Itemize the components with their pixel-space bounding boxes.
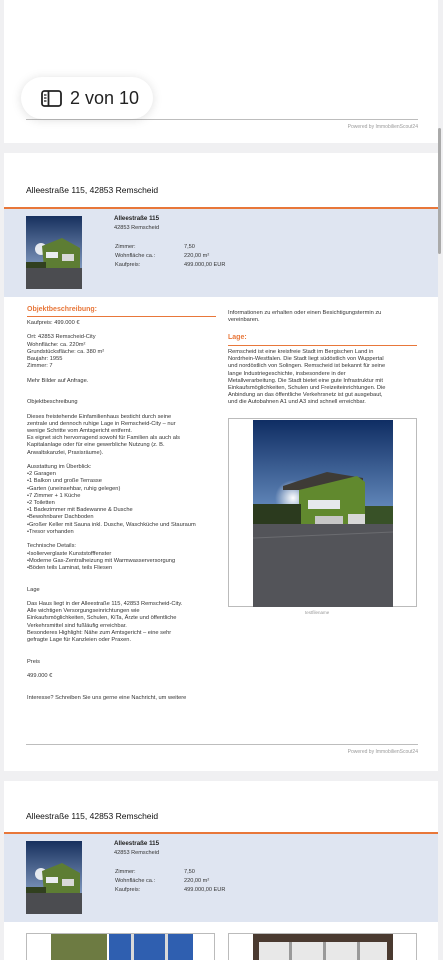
expose-page [4, 153, 438, 771]
fact-value: 499.000,00 EUR [184, 887, 226, 893]
powered-by-label: Powered by ImmobilienScout24 [347, 124, 418, 130]
expose-page-previous [4, 0, 438, 143]
house-photo [253, 420, 393, 607]
gallery-photo-left[interactable] [26, 933, 215, 960]
listing-address-heading: Alleestraße 115, 42853 Remscheid [26, 185, 159, 195]
gallery-photo-right[interactable] [228, 933, 417, 960]
listing-city: 42853 Remscheid [114, 850, 160, 856]
listing-city: 42853 Remscheid [114, 225, 160, 231]
expose-page-next [4, 781, 438, 960]
footer-rule [26, 119, 418, 120]
listing-street: Alleestraße 115 [114, 840, 160, 847]
fact-value: 7,50 [184, 869, 195, 875]
photo-caption: testfilename [305, 610, 330, 615]
lage-description-text: Remscheid ist eine kreisfreie Stadt im Bergischen Land in Nordrhein-Westfalen. Die Stadt liegt südöstlich von Wuppertal und nordöstlich von Solingen. Remscheid ist bekannt für seine lange Industriegeschichte, insbesondere in der Metallverarbeitung. Die Stadt bietet eine gute Infrastruktur mit Einkaufsmöglichkeiten, Schulen und Freizeiteinrichtungen. Die Anbindung an das öffentliche Verkehrsnetz ist gut ausgebaut, und die Autobahnen A1 und A3 sind schnell erreichbar. [228, 349, 386, 406]
objekt-heading-rule [27, 316, 216, 317]
powered-by-label: Powered by ImmobilienScout24 [347, 749, 418, 755]
house-photo-thumbnail [26, 216, 82, 289]
house-photo-frame[interactable] [228, 418, 417, 607]
objekt-description-text: Kaufpreis: 499.000 € Ort: 42853 Remscheid-City Wohnfläche: ca. 220m² Grundstücksfläche: ca. 380 m² Baujahr: 1955 Zimmer: 7 Mehr Bilder auf Anfrage. Objektbeschreibung Dieses freistehende Einfamilienhaus besticht durch seine zentrale und dennoch ruhige Lage in Remscheid-City – nur wenige Schritte vom Amtsgericht entfernt. Es eignet sich hervorragend sowohl für Familien als auch als Kapitalanlage oder für eine gewerbliche Nutzung (z. B. Anwaltskanzlei, Praxisräume). Ausstattung im Überblick: •2 Garagen •1 Balkon und große Terrasse •Garten (uneinsehbar, ruhig gelegen) •7 Zimmer + 1 Küche •2 Toiletten •1 Badezimmer mit Badewanne & Dusche •Bewohnbarer Dachboden •Großer Keller mit Sauna inkl. Dusche, Waschküche und Stauraum •Tresor vorhanden Technische Details: •Isolierverglaste Kunststofffenster •Moderne Gas-Zentralheizung mit Warmwasserversorgung •Böden teils Laminat, teils Fliesen Lage Das Haus liegt in der Alleestraße 115, 42853 Remscheid-City. Alle wichtigen Versorgungseinrichtungen wie Einkaufsmöglichkeiten, Schulen, KiTa, Ärzte und öffentliche Verkehrsmittel sind fußläufig erreichbar. Besonderes Highlight: Nähe zum Amtsgericht – eine sehr gefragte Lage für Kanzleien oder Praxen. Preis 499.000 € Interesse? Schreiben Sie uns gerne eine Nachricht, um weitere [27, 320, 196, 701]
fact-label: Kaufpreis: [115, 887, 141, 893]
listing-thumbnail[interactable] [26, 841, 82, 914]
fact-value: 220,00 m² [184, 253, 210, 259]
page-counter-text: 2 von 10 [70, 87, 140, 108]
fact-label: Zimmer: [115, 869, 136, 875]
objekt-heading: Objektbeschreibung: [27, 306, 98, 313]
page-counter[interactable] [21, 77, 153, 119]
fact-value: 499.000,00 EUR [184, 262, 226, 268]
listing-address-heading: Alleestraße 115, 42853 Remscheid [26, 811, 159, 821]
fact-label: Wohnfläche ca.: [115, 253, 156, 259]
fact-value: 220,00 m² [184, 878, 210, 884]
contact-continuation-text: Informationen zu erhalten oder einen Besichtigungstermin zu vereinbaren. [228, 310, 382, 324]
house-photo-thumbnail [26, 841, 82, 914]
fact-label: Wohnfläche ca.: [115, 878, 156, 884]
footer-rule [26, 744, 418, 745]
window-photo [27, 934, 215, 960]
listing-street: Alleestraße 115 [114, 215, 160, 222]
scrollbar-thumb[interactable] [438, 128, 441, 254]
fact-label: Kaufpreis: [115, 262, 141, 268]
sidebar-panel-icon [41, 90, 62, 107]
fact-label: Zimmer: [115, 244, 136, 250]
lage-heading: Lage: [228, 334, 247, 341]
listing-thumbnail[interactable] [26, 216, 82, 289]
fact-value: 7,50 [184, 244, 195, 250]
garage-photo [229, 934, 417, 960]
lage-heading-rule [228, 345, 417, 346]
